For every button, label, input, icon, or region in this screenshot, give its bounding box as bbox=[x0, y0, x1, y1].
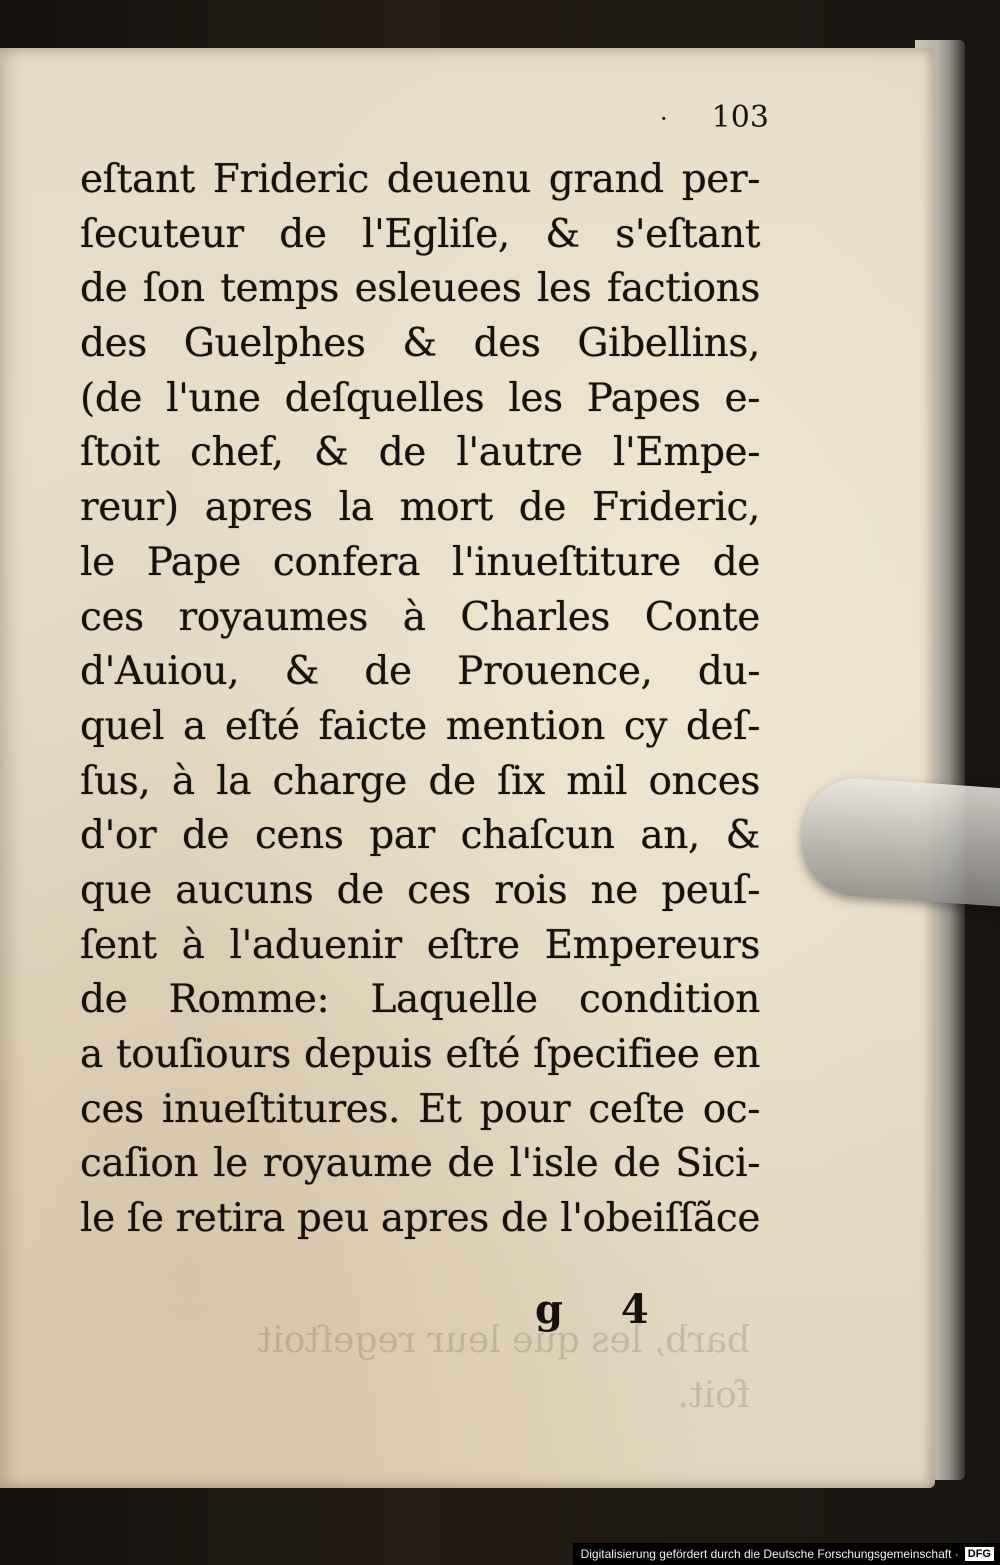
text-line: eſtant Frideric deuenu grand per- bbox=[80, 157, 760, 202]
text-line: reur) apres la mort de Frideric, bbox=[80, 485, 760, 531]
text-line: le ſe retira peu apres de l'obeiſſãce bbox=[80, 1196, 760, 1242]
body-text bbox=[80, 153, 760, 1247]
footer-credit-text: Digitalisierung gefördert durch die Deutsche Forschungsgemeinschaft · bbox=[580, 1547, 959, 1561]
text-line: ſecuteur de l'Egliſe, & s'eſtant bbox=[80, 211, 760, 257]
text-line: ces inueſtitures. Et pour ceſte oc- bbox=[80, 1086, 760, 1132]
page-number-mark: · bbox=[660, 105, 668, 133]
text-line: le Pape confera l'inueſtiture de bbox=[80, 539, 760, 585]
dfg-logo: DFG bbox=[965, 1547, 994, 1561]
page-number-value: 103 bbox=[711, 100, 769, 135]
text-line: (de l'une deſquelles les Papes e- bbox=[80, 375, 760, 421]
text-line: que aucuns de ces rois ne peuſ- bbox=[80, 867, 760, 913]
text-line: de Romme: Laquelle condition bbox=[80, 977, 760, 1023]
bleed-through-line: barb, les que leur regeſtoit bbox=[257, 1320, 750, 1361]
signature-mark: g 4 bbox=[535, 1286, 649, 1333]
bleed-through-text bbox=[90, 1313, 750, 1423]
text-line: caſion le royaume de l'isle de Sici- bbox=[80, 1141, 760, 1187]
text-line: ces royaumes à Charles Conte bbox=[80, 594, 760, 640]
text-line: des Guelphes & des Gibellins, bbox=[80, 321, 760, 367]
text-line: de ſon temps esleuees les factions bbox=[80, 266, 760, 312]
text-line: ſtoit chef, & de l'autre l'Empe- bbox=[80, 430, 760, 476]
bleed-through-line: foit. bbox=[677, 1375, 750, 1416]
page-clip bbox=[798, 775, 1000, 908]
text-line: d'Auiou, & de Prouence, du- bbox=[80, 649, 760, 695]
page-number bbox=[660, 100, 769, 135]
text-line: ſus, à la charge de ſix mil onces bbox=[80, 758, 760, 804]
book-page bbox=[0, 48, 935, 1488]
text-line: quel a eſté faicte mention cy deſ- bbox=[80, 703, 760, 749]
text-line: a touſiours depuis eſté ſpecifiee en bbox=[80, 1032, 760, 1077]
text-line: ſent à l'aduenir eſtre Empereurs bbox=[80, 922, 760, 968]
footer-credit-bar bbox=[573, 1543, 1000, 1565]
text-line: d'or de cens par chaſcun an, & bbox=[80, 813, 760, 859]
